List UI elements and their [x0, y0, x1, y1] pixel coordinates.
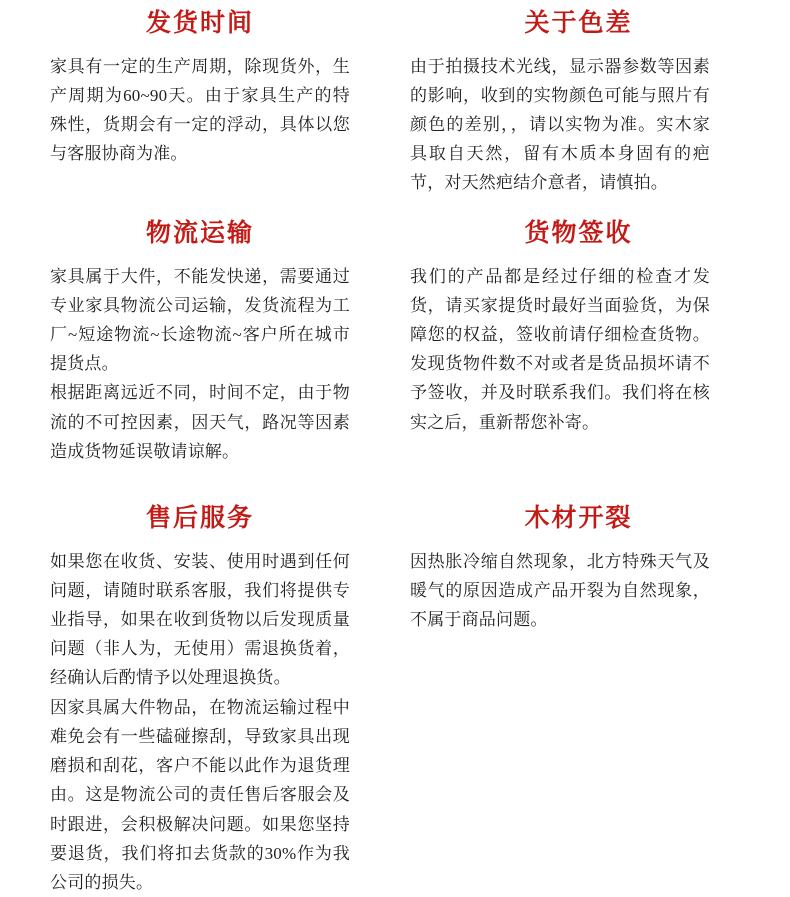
section-title: 售后服务 — [45, 470, 355, 533]
section-title: 关于色差 — [405, 0, 752, 38]
section-body — [410, 547, 710, 635]
section-body — [410, 52, 710, 198]
section-body — [50, 262, 350, 467]
section-paragraph: 如果您在收货、安装、使用时遇到任何问题，请随时联系客服，我们将提供专业指导，如果在收到货物以后发现质量问题（非人为，无使用）需退换货着，经确认后酌情予以处理退换货。 — [50, 547, 350, 693]
section-paragraph: 我们的产品都是经过仔细的检查才发货，请买家提货时最好当面验货，为保障您的权益，签收前请仔细检查货物。发现货物件数不对或者是货品损坏请不予签收，并及时联系我们。我们将在核实之后，重新帮您补寄。 — [410, 262, 710, 437]
section-after-sales — [0, 470, 395, 820]
section-color-difference — [395, 0, 790, 200]
section-shipping-time — [0, 0, 395, 200]
section-title: 木材开裂 — [405, 470, 752, 533]
section-paragraph: 因热胀冷缩自然现象，北方特殊天气及暖气的原因造成产品开裂为自然现象，不属于商品问题。 — [410, 547, 710, 635]
section-logistics — [0, 200, 395, 470]
section-title: 物流运输 — [45, 200, 355, 248]
section-body — [50, 52, 350, 169]
section-title: 发货时间 — [45, 0, 355, 38]
section-body — [410, 262, 710, 437]
section-paragraph: 根据距离远近不同，时间不定，由于物流的不可控因素，因天气，路况等因素造成货物延误敬请谅解。 — [50, 378, 350, 466]
section-goods-receipt — [395, 200, 790, 470]
section-paragraph: 因家具属大件物品，在物流运输过程中难免会有一些磕碰擦刮，导致家具出现磨损和刮花，客户不能以此作为退货理由。这是物流公司的责任售后客服会及时跟进，会积极解决问题。如果您坚持要退货，我们将扣去货款的30%作为我公司的损失。 — [50, 693, 350, 897]
section-wood-cracking — [395, 470, 790, 820]
section-paragraph: 家具属于大件，不能发快递，需要通过专业家具物流公司运输，发货流程为工厂~短途物流~长途物流~客户所在城市提货点。 — [50, 262, 350, 379]
section-title: 货物签收 — [405, 200, 752, 248]
section-body — [50, 547, 350, 897]
section-paragraph: 家具有一定的生产周期，除现货外，生产周期为60~90天。由于家具生产的特殊性，货期会有一定的浮动，具体以您与客服协商为准。 — [50, 52, 350, 169]
section-paragraph: 由于拍摄技术光线，显示器参数等因素的影响，收到的实物颜色可能与照片有颜色的差别，，请以实物为准。实木家具取自天然，留有木质本身固有的疤节，对天然疤结介意者，请慎拍。 — [410, 52, 710, 198]
